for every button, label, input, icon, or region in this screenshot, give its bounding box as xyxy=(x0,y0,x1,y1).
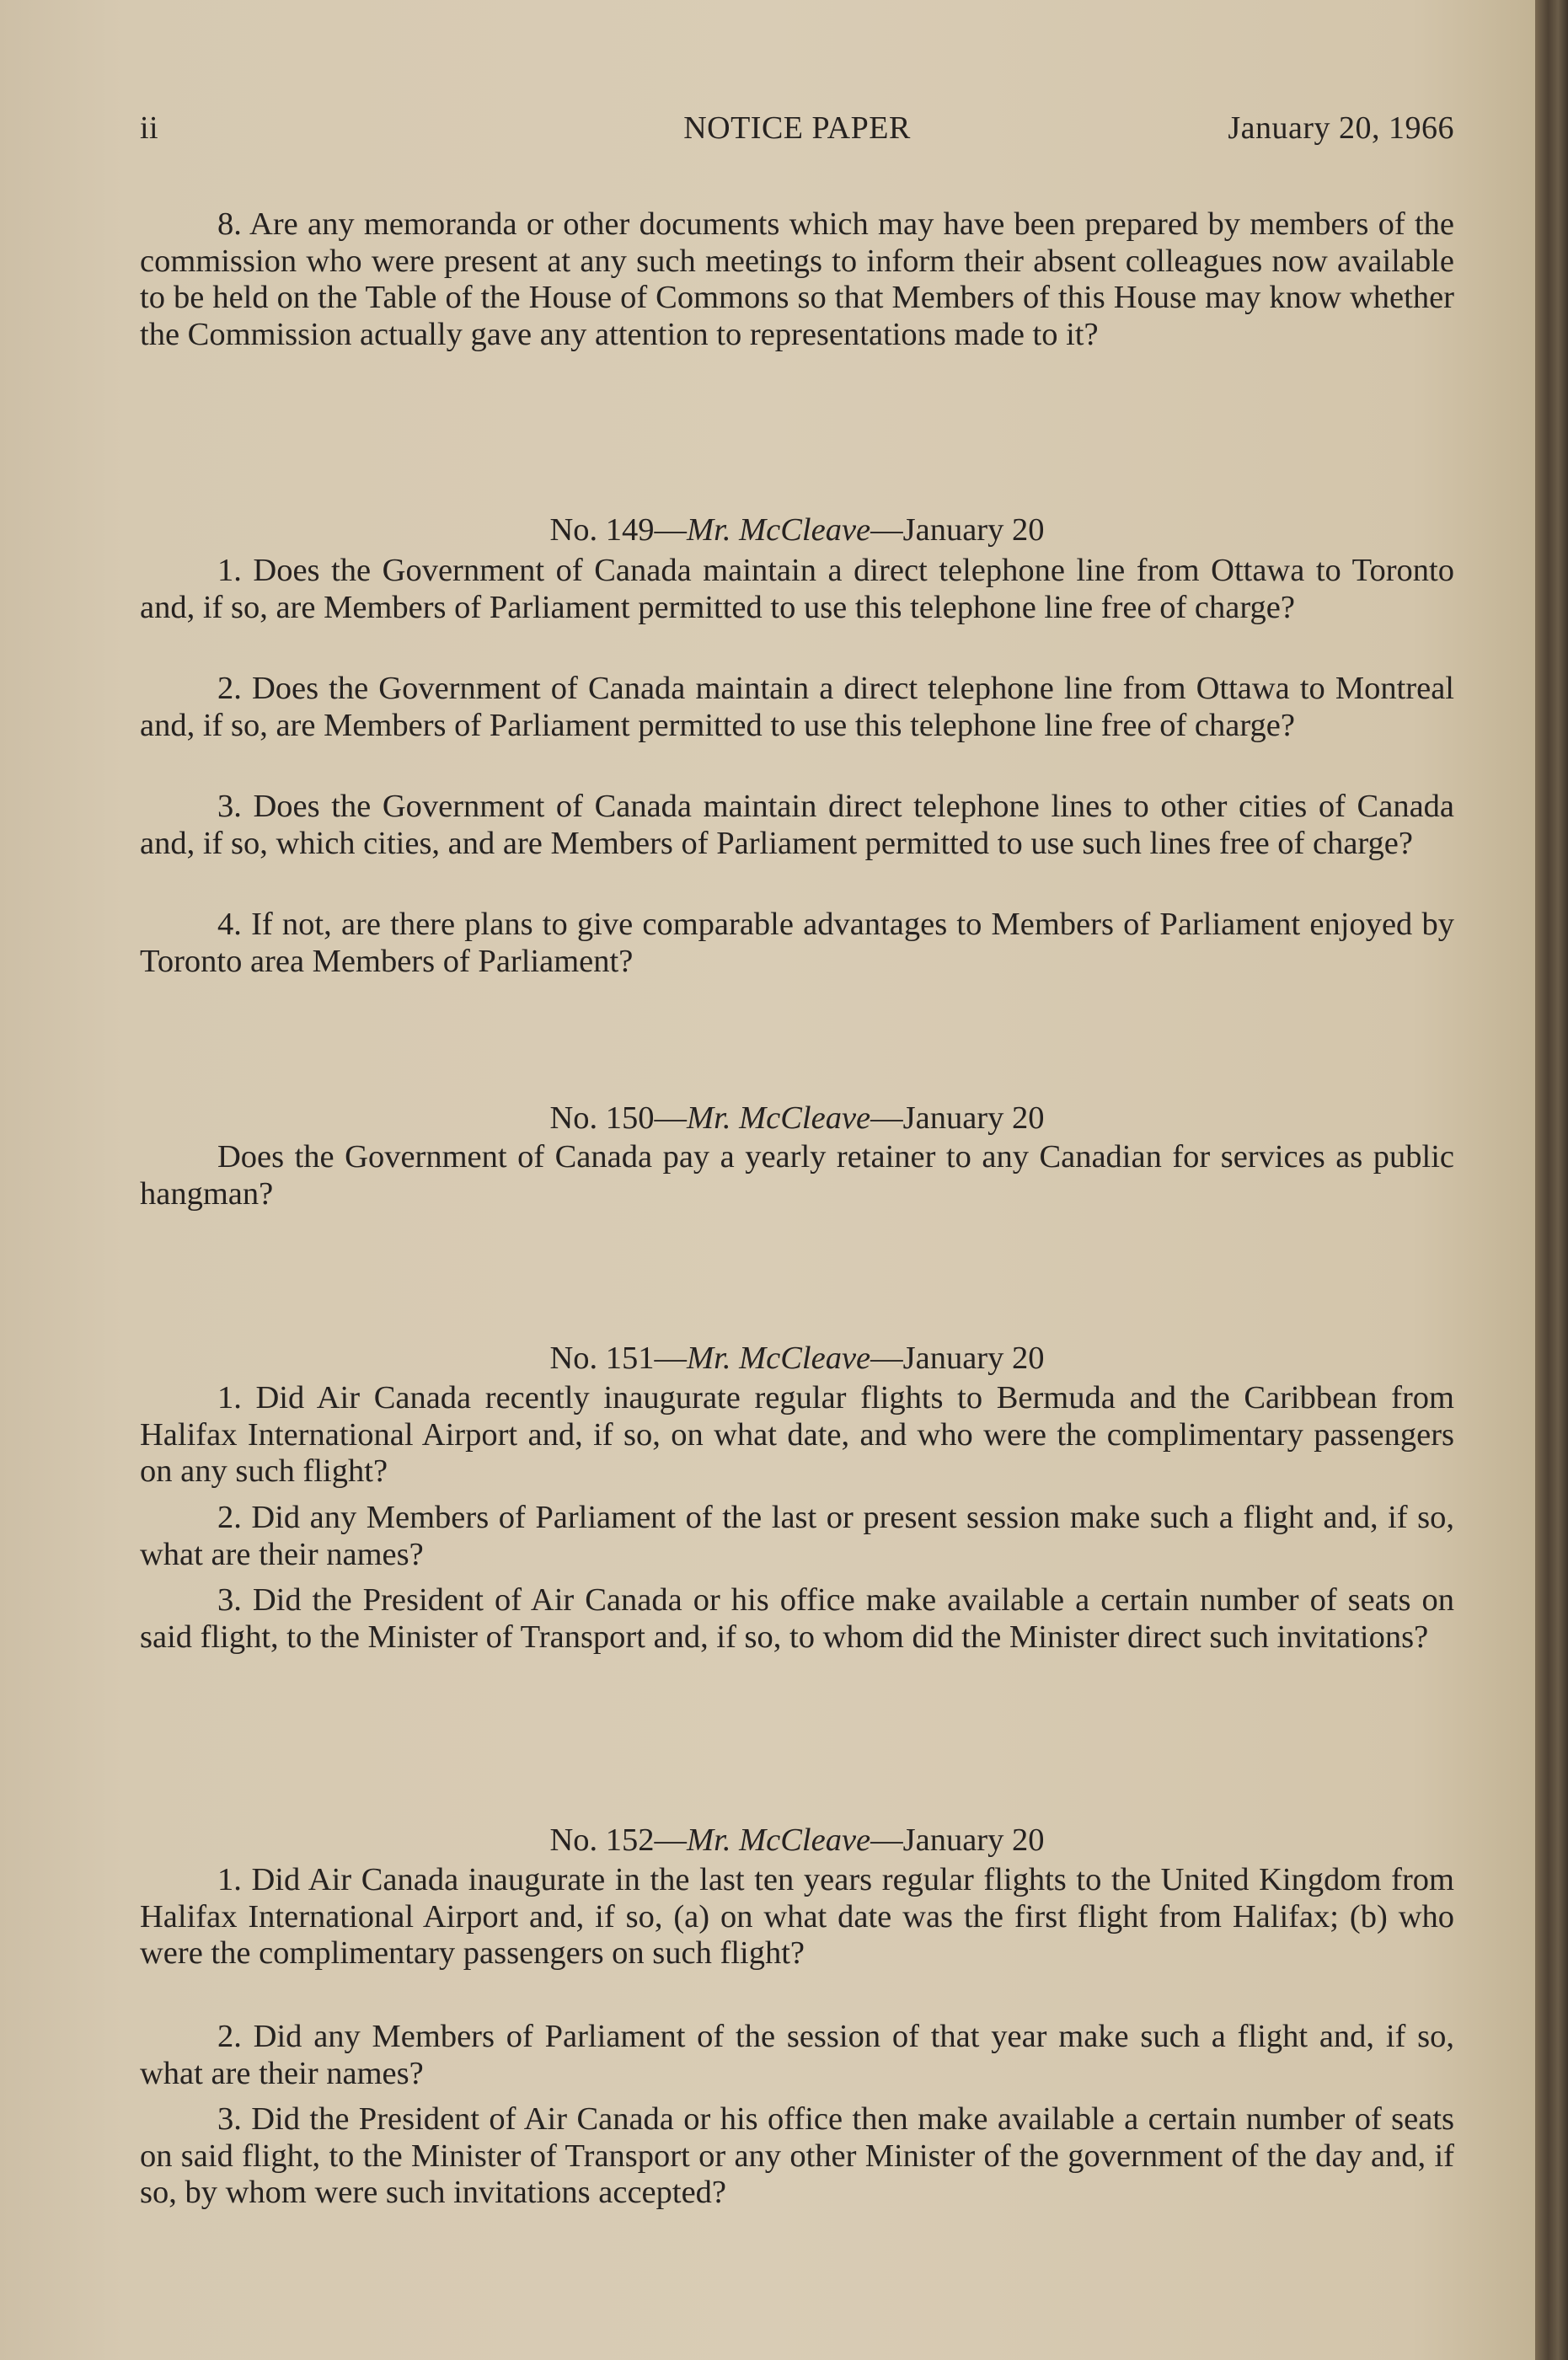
question-date: —January 20 xyxy=(870,1341,1045,1376)
question-149-part-4 xyxy=(140,907,1454,980)
question-152-part-2 xyxy=(140,2019,1454,2092)
question-149-heading xyxy=(140,511,1454,549)
question-150-part-1 xyxy=(140,1139,1454,1212)
question-150-heading xyxy=(140,1100,1454,1137)
question-date: —January 20 xyxy=(870,1822,1045,1858)
question-date: —January 20 xyxy=(870,512,1045,548)
question-part-text: 2. Did any Members of Parliament of the session of that year make such a flight and, if so, what are their names? xyxy=(140,2019,1454,2091)
question-part-text: 2. Does the Government of Canada maintain a direct telephone line from Ottawa to Montreal and, if so, are Members of Parliament permitted to use this telephone line free of charge? xyxy=(140,671,1454,743)
question-number: No. 152— xyxy=(549,1822,688,1858)
question-part-text: 3. Did the President of Air Canada or his office then make available a certain number of seats on said flight, to the Minister of Transport or any other Minister of the government of the day and, if so, by whom were such invitations accepted? xyxy=(140,2101,1454,2210)
book-page-edge xyxy=(1535,0,1568,2360)
page-title: NOTICE PAPER xyxy=(683,110,911,146)
question-151-heading xyxy=(140,1340,1454,1377)
question-part-text: 1. Did Air Canada inaugurate in the last ten years regular flights to the United Kingdom from Halifax International Airport and, if so, (a) on what date was the first flight from Halifax; (b) who were the complimentary passengers on such flight? xyxy=(140,1862,1454,1971)
question-part-text: 4. If not, are there plans to give comparable advantages to Members of Parliament enjoyed by Toronto area Members of Parliament? xyxy=(140,907,1454,979)
question-number: No. 150— xyxy=(549,1100,688,1136)
question-part-text: 3. Does the Government of Canada maintain direct telephone lines to other cities of Canada and, if so, which cities, and are Members of Parliament permitted to use such lines free of charge? xyxy=(140,789,1454,861)
question-member: Mr. McCleave xyxy=(687,1822,871,1858)
question-149-part-2 xyxy=(140,671,1454,744)
question-151-part-3 xyxy=(140,1582,1454,1656)
question-149-part-3 xyxy=(140,789,1454,862)
question-part-text: 3. Did the President of Air Canada or his office make available a certain number of seats on said flight, to the Minister of Transport and, if so, to whom did the Minister direct such invitations? xyxy=(140,1582,1454,1655)
question-part-text: 2. Did any Members of Parliament of the last or present session make such a flight and, if so, what are their names? xyxy=(140,1500,1454,1572)
question-152-heading xyxy=(140,1822,1454,1859)
question-149-part-1 xyxy=(140,553,1454,626)
page-date: January 20, 1966 xyxy=(1228,110,1454,146)
page-folio: ii xyxy=(140,110,159,146)
question-152-part-3 xyxy=(140,2101,1454,2212)
question-part-text: 1. Does the Government of Canada maintain a direct telephone line from Ottawa to Toronto and, if so, are Members of Parliament permitted to use this telephone line free of charge? xyxy=(140,553,1454,625)
question-151-part-2 xyxy=(140,1500,1454,1573)
question-member: Mr. McCleave xyxy=(687,1341,871,1376)
question-part-text: 1. Did Air Canada recently inaugurate regular flights to Bermuda and the Caribbean from Halifax International Airport and, if so, on what date, and who were the complimentary passengers on any such flight? xyxy=(140,1380,1454,1489)
question-152-part-1 xyxy=(140,1862,1454,1972)
question-number: No. 151— xyxy=(549,1341,688,1376)
question-part-text: Does the Government of Canada pay a yearly retainer to any Canadian for services as public hangman? xyxy=(140,1139,1454,1212)
question-date: —January 20 xyxy=(870,1100,1045,1136)
question-member: Mr. McCleave xyxy=(687,1100,871,1136)
question-8-text: 8. Are any memoranda or other documents which may have been prepared by members of the commission who were present at any such meetings to inform their absent colleagues now available to be held on the Table of the House of Commons so that Members of this House may know whether the Commission actually gave any attention to representations made to it? xyxy=(140,206,1454,352)
running-head xyxy=(140,110,1454,160)
question-member: Mr. McCleave xyxy=(687,512,871,548)
question-151-part-1 xyxy=(140,1380,1454,1490)
question-number: No. 149— xyxy=(549,512,688,548)
question-8-paragraph xyxy=(140,206,1454,353)
